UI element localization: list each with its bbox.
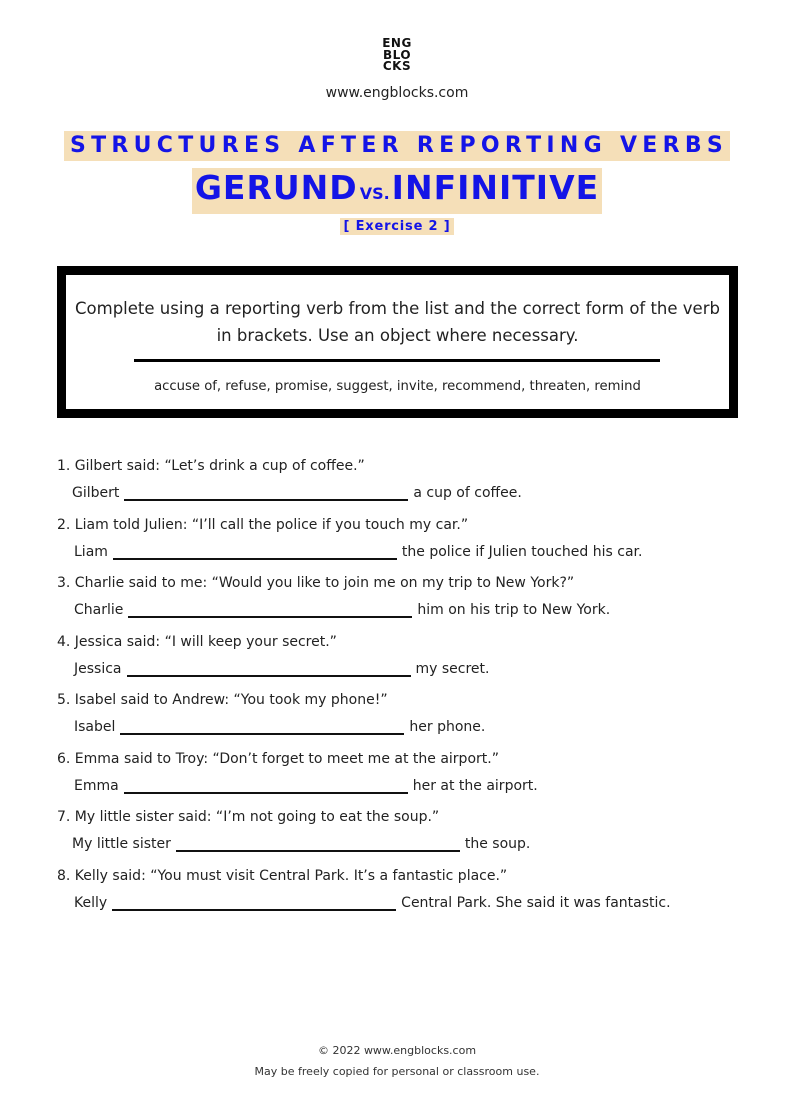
answer-blank[interactable]: [176, 849, 460, 852]
answer-subject: Gilbert: [72, 485, 120, 501]
title-infinitive: INFINITIVE: [391, 168, 600, 207]
worksheet-title: [192, 168, 602, 214]
question-item: [57, 866, 671, 913]
question-prompt: 2. Liam told Julien: “I’ll call the police if you touch my car.”: [57, 517, 469, 533]
instructions-text: Complete using a reporting verb from the list and the correct form of the verb in brackets. Use an object where necessary.: [75, 299, 720, 345]
title-vs: VS.: [359, 184, 390, 203]
answer-blank[interactable]: [124, 498, 408, 501]
logo-line-2: BLO: [382, 47, 412, 62]
logo-line-1: ENG: [382, 36, 412, 50]
website-link[interactable]: www.engblocks.com: [325, 85, 469, 101]
question-prompt: 8. Kelly said: “You must visit Central Park. It’s a fantastic place.”: [57, 868, 508, 884]
question-item: [57, 456, 522, 503]
question-item: [57, 515, 642, 562]
question-prompt: 4. Jessica said: “I will keep your secret.”: [57, 634, 337, 650]
answer-subject: Jessica: [74, 661, 122, 677]
instructions-divider: [134, 359, 660, 362]
question-item: [57, 807, 530, 854]
question-item: [57, 632, 489, 679]
question-item: [57, 749, 538, 796]
question-item: [57, 573, 610, 620]
engblocks-logo: [0, 38, 794, 73]
question-prompt: 3. Charlie said to me: “Would you like to join me on my trip to New York?”: [57, 575, 575, 591]
question-prompt: 6. Emma said to Troy: “Don’t forget to meet me at the airport.”: [57, 751, 499, 767]
answer-ending: him on his trip to New York.: [417, 602, 611, 618]
answer-blank[interactable]: [112, 908, 396, 911]
footer-copyright: © 2022 www.engblocks.com: [317, 1044, 477, 1057]
answer-ending: a cup of coffee.: [413, 485, 522, 501]
answer-ending: the soup.: [464, 836, 531, 852]
answer-blank[interactable]: [124, 791, 408, 794]
answer-ending: Central Park. She said it was fantastic.: [401, 895, 671, 911]
answer-subject: Isabel: [74, 719, 116, 735]
question-prompt: 5. Isabel said to Andrew: “You took my phone!”: [57, 692, 388, 708]
answer-blank[interactable]: [128, 615, 412, 618]
logo-line-3: CKS: [382, 59, 412, 73]
answer-subject: Liam: [74, 544, 108, 560]
instructions-box: [57, 266, 738, 418]
worksheet-subtitle: STRUCTURES AFTER REPORTING VERBS: [64, 131, 730, 161]
answer-subject: My little sister: [72, 836, 171, 852]
title-gerund: GERUND: [194, 168, 358, 207]
question-prompt: 1. Gilbert said: “Let’s drink a cup of coffee.”: [57, 458, 365, 474]
verb-word-list: accuse of, refuse, promise, suggest, invite, recommend, threaten, remind: [154, 379, 641, 394]
answer-subject: Charlie: [74, 602, 124, 618]
answer-blank[interactable]: [113, 557, 397, 560]
answer-ending: the police if Julien touched his car.: [401, 544, 643, 560]
answer-subject: Emma: [74, 778, 119, 794]
answer-subject: Kelly: [74, 895, 108, 911]
footer-license: May be freely copied for personal or classroom use.: [254, 1065, 540, 1078]
answer-ending: her phone.: [409, 719, 486, 735]
answer-ending: her at the airport.: [412, 778, 538, 794]
answer-ending: my secret.: [415, 661, 490, 677]
answer-blank[interactable]: [127, 674, 411, 677]
exercise-label: [ Exercise 2 ]: [340, 218, 455, 235]
question-item: [57, 690, 485, 737]
question-prompt: 7. My little sister said: “I’m not going to eat the soup.”: [57, 809, 440, 825]
answer-blank[interactable]: [120, 732, 404, 735]
